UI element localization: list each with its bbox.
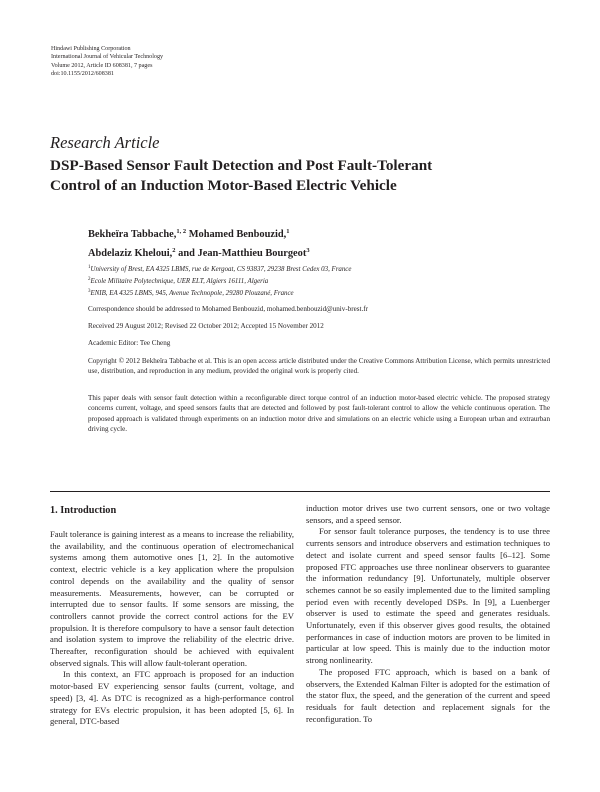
affiliation: $^2$Ecole Militaire Polytechnique, UER ELT, Algiers 16111, Algeria [88,277,269,285]
affiliation: $^3$ENIB, EA 4325 LBMS, 945, Avenue Technopole, 29280 Plouzané, France [88,289,294,297]
journal-info [51,45,163,79]
author-line [88,243,310,262]
paragraph: Fault tolerance is gaining interest as a means to increase the reliability, the availability, and the continuous operation of electromechanical systems among them automotive ones [1, 2]. In the automotive context, electric vehicle is a key application where the propulsion control depends on the availability and the quality of sensor measurements. Measurements, however, can be corrupted or interrupted due to sensor faults. If some sensors are missing, the controllers cannot provide the correct control actions for the EV propulsion. It is therefore compulsory to have a sensor fault detection and isolation system to improve the reliability of the electric drive. Thereafter, reconfiguration should be achieved with equivalent observed signals. This will allow fault-tolerant operation. [50,529,294,668]
paragraph: induction motor drives use two current sensors, one or two voltage sensors, and a speed sensor. [306,503,550,525]
title-line: DSP-Based Sensor Fault Detection and Post Fault-Tolerant [50,157,433,174]
doi: doi:10.1155/2012/608381 [51,71,114,78]
academic-editor: Academic Editor: Tee Cheng [88,339,171,347]
title-line: Control of an Induction Motor-Based Electric Vehicle [50,177,397,194]
affiliations [88,263,351,299]
author-affil-ref: 1, 2 [176,228,187,235]
copyright-notice: Copyright © 2012 Bekheïra Tabbache et al. This is an open access article distributed under the Creative Commons Attribution License, which permits unrestricted use, distribution, and reproduction in any medium, provided the original work is properly cited. [88,357,550,376]
paragraph: The proposed FTC approach, which is based on a bank of observers, the Extended Kalman Filter is adopted for the estimation of the stator flux, the speed, and the generation of the current and speed residuals for fault detection and replacement signals for the reconfiguration. To [306,666,550,724]
paper-title [50,156,550,196]
publisher-name: Hindawi Publishing Corporation [51,46,131,52]
author-affil-ref: 1 [286,228,290,235]
author-line [88,224,310,243]
author-name: Abdelaziz Kheloui, [88,248,173,259]
section-heading: 1. Introduction [50,505,117,516]
author-name: Bekheïra Tabbache, [88,229,177,240]
author-affil-ref: 3 [306,247,310,254]
author-affil-ref: 2 [172,247,176,254]
abstract: This paper deals with sensor fault detection within a reconfigurable direct torque control of an induction motor-based electric vehicle. The proposed strategy concerns current, voltage, and speed sensors faults that are detected and followed by post fault-tolerant control to allow the vehicle continuous operation. The proposed approach is validated through experiments on an induction motor drive and simulations on an electric vehicle using a European urban and extraurban driving cycle. [88,394,550,434]
correspondence: Correspondence should be addressed to Mohamed Benbouzid, mohamed.benbouzid@univ-brest.fr [88,305,368,313]
paragraph: In this context, an FTC approach is proposed for an induction motor-based EV experiencing sensor faults (current, voltage, and speed) [3, 4]. As DTC is recognized as a high-performance control strategy for EVs electric propulsion, it has been adopted [5, 6]. In general, DTC-based [50,669,294,727]
author-list [88,224,310,262]
section-divider [50,491,550,492]
author-name: and Jean-Matthieu Bourgeot [178,248,307,259]
received-dates: Received 29 August 2012; Revised 22 October 2012; Accepted 15 November 2012 [88,322,324,330]
journal-name: International Journal of Vehicular Technology [51,54,164,61]
article-type: Research Article [50,133,160,152]
volume-line: Volume 2012, Article ID 608381, 7 pages [51,62,153,69]
affiliation: $^1$University of Brest, EA 4325 LBMS, rue de Kergoat, CS 93837, 29238 Brest Cedex 03, France [88,265,352,273]
right-column [306,503,550,725]
left-column [50,503,294,728]
paragraph: For sensor fault tolerance purposes, the tendency is to use three currents sensors and introduce observers and estimation techniques to detect and isolate current and speed sensor faults [6–12]. Some proposed FTC approaches use three nonlinear observers to guarantee the information redundancy [9]. Unfortunately, multiple observer schemes cannot be so easily implemented due to the limited sampling period even with recently developed DSPs. In [9], a Luenberger observer is used to estimate the speed and generates residuals. Unfortunately, even if this observer gives good results, the obtained performances in case of induction motors are proven to be limited in particular at low speed. This is mainly due to the induction motor strong nonlinearity. [306,526,550,666]
author-name: Mohamed Benbouzid, [188,229,287,240]
